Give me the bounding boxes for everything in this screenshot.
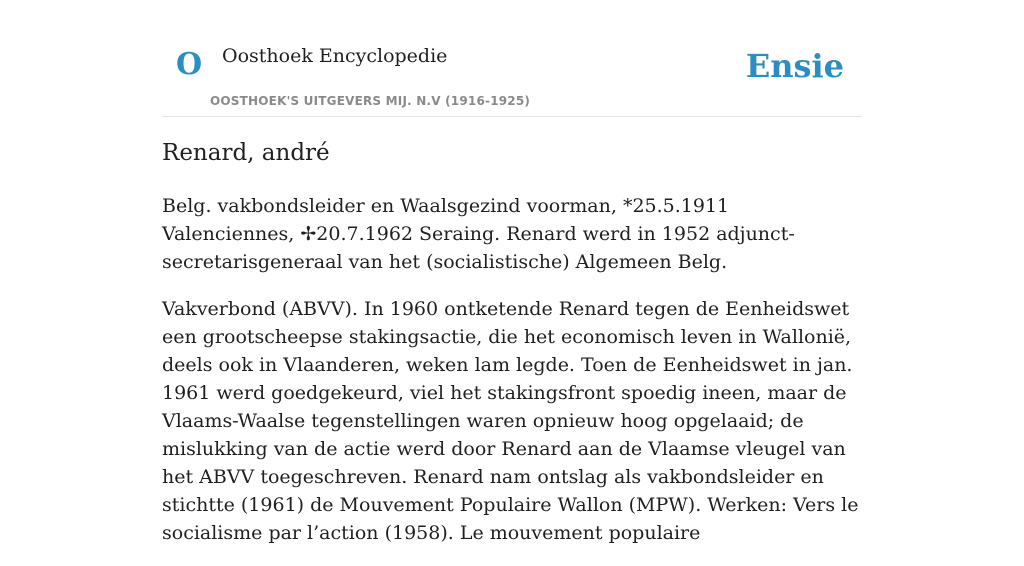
encyclopedia-title[interactable]: Oosthoek Encyclopedie xyxy=(222,45,448,67)
content-container xyxy=(162,0,862,544)
article-paragraph: Belg. vakbondsleider en Waalsgezind voorman, *25.5.1911 Valenciennes, ✢20.7.1962 Seraing. Renard werd in 1952 adjunct-secretarisgeneraal van het (socialistische) Algemeen Belg. xyxy=(162,195,795,273)
encyclopedia-logo[interactable]: O xyxy=(176,47,203,82)
article-title: Renard, andré xyxy=(162,140,330,166)
ensie-brand-link[interactable]: Ensie xyxy=(745,47,844,85)
article-paragraph: Vakverbond (ABVV). In 1960 ontketende Renard tegen de Eenheidswet een grootscheepse stakingsactie, die het economisch leven in Wallonië, deels ook in Vlaanderen, weken lam legde. Toen de Eenheidswet in jan. 1961 werd goedgekeurd, viel het stakingsfront spoedig ineen, maar de Vlaams-Waalse tegenstellingen waren opnieuw hoog opgelaaid; de mislukking van de actie werd door Renard aan de Vlaamse vleugel van het ABVV toegeschreven. Renard nam ontslag als vakbondsleider en stichtte (1961) de Mouvement Populaire Wallon (MPW). Werken: Vers le socialisme par l’action (1958). Le mouvement populaire xyxy=(162,298,859,544)
article-body xyxy=(162,192,862,566)
encyclopedia-header xyxy=(162,0,862,117)
publisher-line: OOSTHOEK'S UITGEVERS MIJ. N.V (1916-1925) xyxy=(210,94,531,108)
